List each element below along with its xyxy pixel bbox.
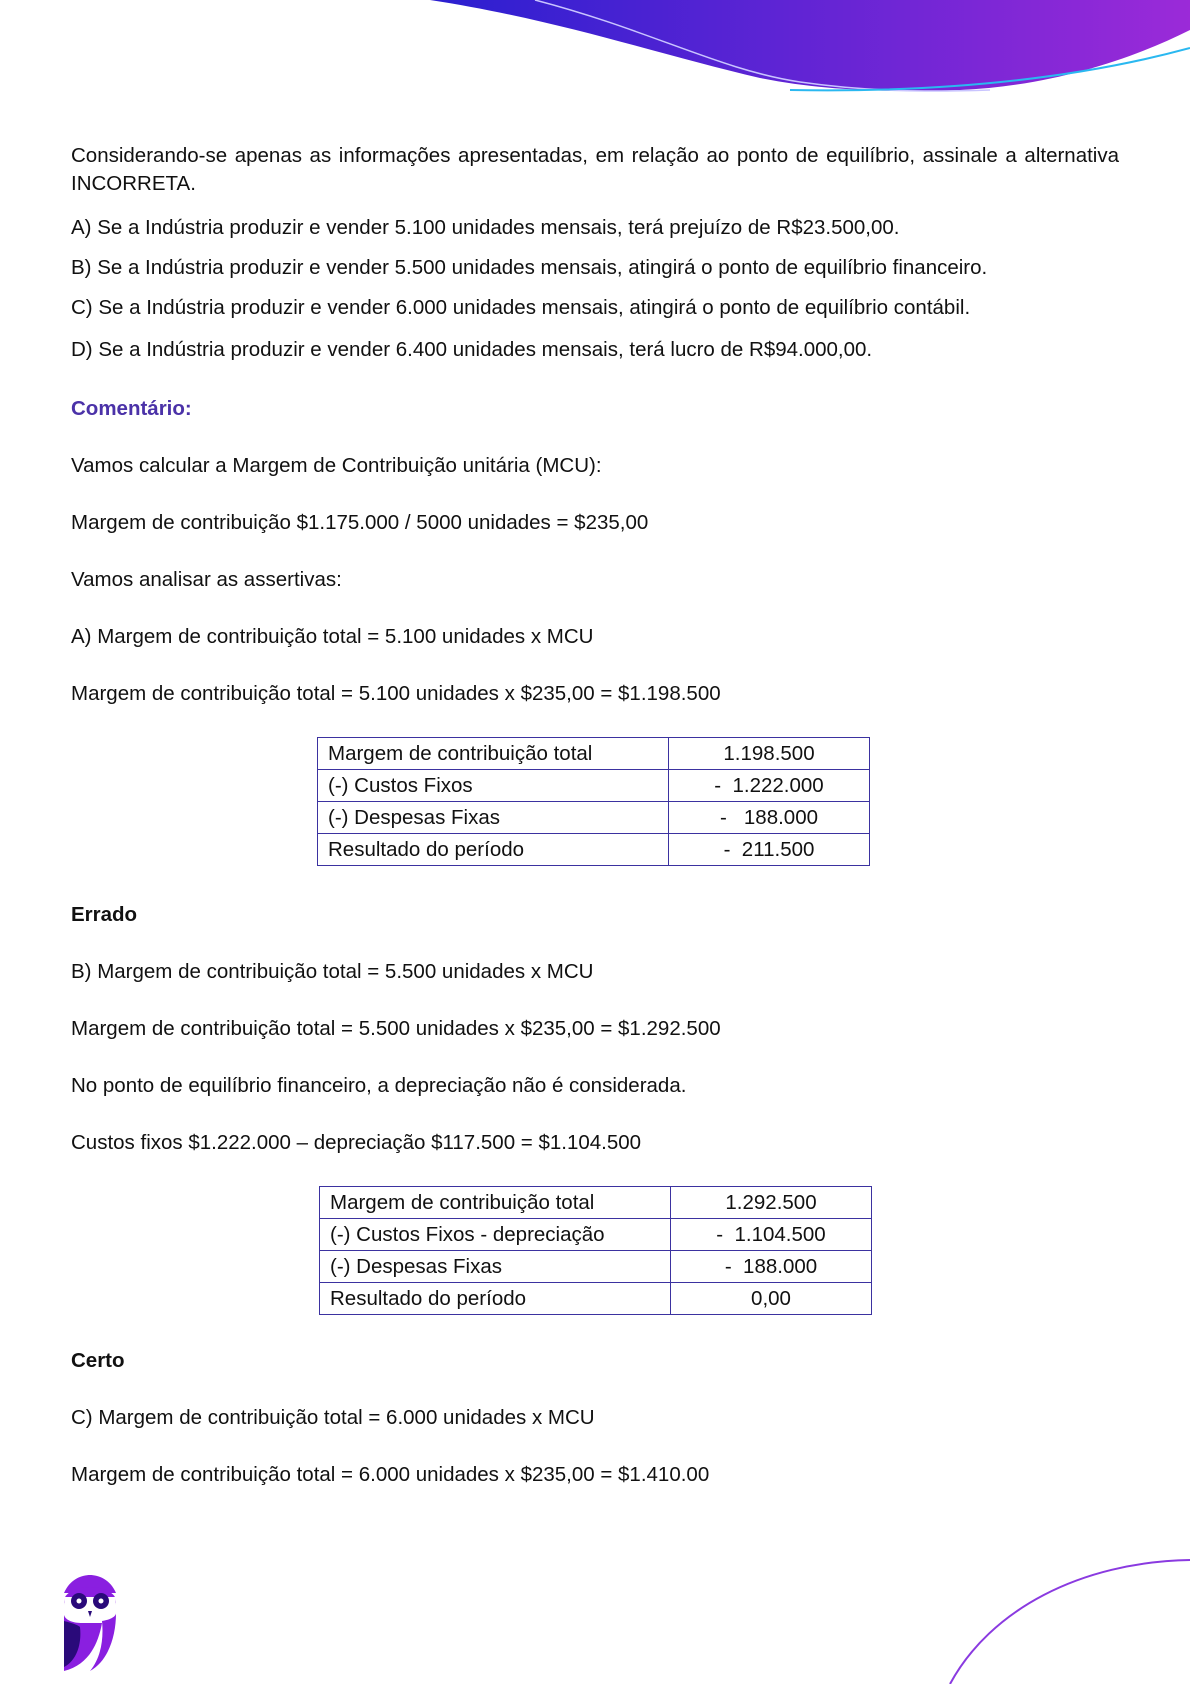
header-wave-decoration bbox=[0, 0, 1190, 100]
b-calculation: Margem de contribuição total = 5.500 unidades x $235,00 = $1.292.500 bbox=[71, 1017, 721, 1040]
mcu-intro: Vamos calcular a Margem de Contribuição unitária (MCU): bbox=[71, 454, 602, 477]
a-verdict: Errado bbox=[71, 903, 138, 926]
question-intro: Considerando-se apenas as informações apresentadas, em relação ao ponto de equilíbrio, assinale a alternativa INCORRETA. bbox=[71, 144, 1119, 195]
row-label: Margem de contribuição total bbox=[318, 738, 669, 770]
table-row bbox=[318, 770, 870, 802]
row-value: - 1.222.000 bbox=[669, 770, 870, 802]
table-row bbox=[320, 1187, 872, 1219]
row-value: 1.292.500 bbox=[671, 1187, 872, 1219]
analyze-text: Vamos analisar as assertivas: bbox=[71, 568, 342, 591]
table-row bbox=[320, 1219, 872, 1251]
b-verdict: Certo bbox=[71, 1349, 125, 1372]
row-label: (-) Custos Fixos - depreciação bbox=[320, 1219, 671, 1251]
b-note: No ponto de equilíbrio financeiro, a depreciação não é considerada. bbox=[71, 1074, 687, 1097]
alternative-a: A) Se a Indústria produzir e vender 5.100 unidades mensais, terá prejuízo de R$23.500,00. bbox=[71, 216, 900, 239]
row-value: - 211.500 bbox=[669, 834, 870, 866]
row-value: - 188.000 bbox=[669, 802, 870, 834]
row-label: (-) Custos Fixos bbox=[318, 770, 669, 802]
footer-arc-decoration bbox=[0, 1540, 1190, 1684]
c-formula: C) Margem de contribuição total = 6.000 unidades x MCU bbox=[71, 1406, 595, 1429]
row-label: Resultado do período bbox=[318, 834, 669, 866]
table-row bbox=[318, 738, 870, 770]
row-value: 1.198.500 bbox=[669, 738, 870, 770]
table-row bbox=[320, 1283, 872, 1315]
table-row bbox=[320, 1251, 872, 1283]
row-value: - 1.104.500 bbox=[671, 1219, 872, 1251]
mcu-calculation: Margem de contribuição $1.175.000 / 5000 unidades = $235,00 bbox=[71, 511, 649, 534]
comment-heading: Comentário: bbox=[71, 397, 192, 420]
a-formula: A) Margem de contribuição total = 5.100 unidades x MCU bbox=[71, 625, 594, 648]
b-fixed-costs: Custos fixos $1.222.000 – depreciação $117.500 = $1.104.500 bbox=[71, 1131, 642, 1154]
result-table-b bbox=[319, 1186, 872, 1315]
a-calculation: Margem de contribuição total = 5.100 unidades x $235,00 = $1.198.500 bbox=[71, 682, 721, 705]
row-value: 0,00 bbox=[671, 1283, 872, 1315]
row-label: Margem de contribuição total bbox=[320, 1187, 671, 1219]
row-value: - 188.000 bbox=[671, 1251, 872, 1283]
row-label: (-) Despesas Fixas bbox=[320, 1251, 671, 1283]
alternative-b: B) Se a Indústria produzir e vender 5.500 unidades mensais, atingirá o ponto de equilíbrio financeiro. bbox=[71, 256, 988, 279]
table-row bbox=[318, 802, 870, 834]
row-label: (-) Despesas Fixas bbox=[318, 802, 669, 834]
alternative-c: C) Se a Indústria produzir e vender 6.000 unidades mensais, atingirá o ponto de equilíbrio contábil. bbox=[71, 296, 971, 319]
result-table-a bbox=[317, 737, 870, 866]
table-row bbox=[318, 834, 870, 866]
c-calculation: Margem de contribuição total = 6.000 unidades x $235,00 = $1.410.00 bbox=[71, 1463, 710, 1486]
row-label: Resultado do período bbox=[320, 1283, 671, 1315]
alternative-d: D) Se a Indústria produzir e vender 6.400 unidades mensais, terá lucro de R$94.000,00. bbox=[71, 338, 873, 361]
b-formula: B) Margem de contribuição total = 5.500 unidades x MCU bbox=[71, 960, 594, 983]
